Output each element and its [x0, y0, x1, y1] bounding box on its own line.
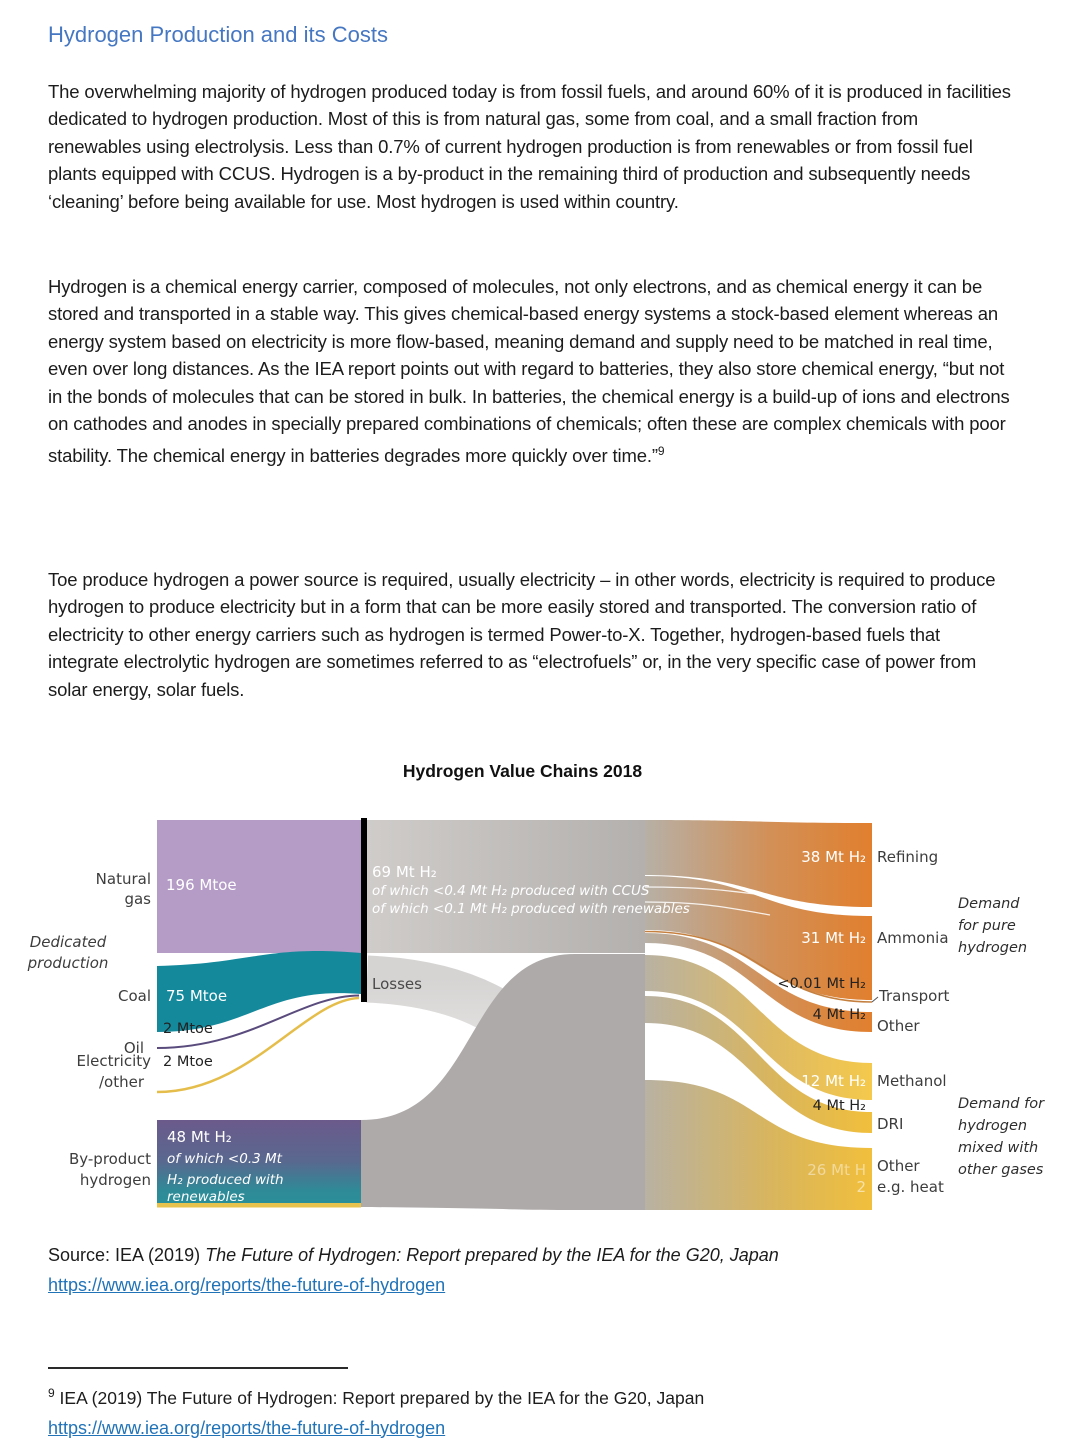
electricity-value: 2 Mtoe [163, 1054, 213, 1070]
other-mixed-label-2: e.g. heat [877, 1178, 944, 1196]
paragraph-3: Toe produce hydrogen a power source is required, usually electricity – in other words, electricity is required to produce hydrogen to produce electricity but in a form that can be more easily stored and transported. The conversion ratio of electricity to other energy carriers such as hydrogen is termed Power-to-X. Together, hydrogen-based fuels that integrate electrolytic hydrogen are sometimes referred to as “electrofuels” or, in the very specific case of power from solar energy, solar fuels. [48, 568, 996, 700]
byproduct-label-1: By-product [68, 1150, 151, 1168]
footnote [48, 1378, 1013, 1443]
oil-label: Oil [123, 1039, 144, 1057]
natural-gas-label-2: gas [124, 890, 151, 908]
refining-value: 38 Mt H₂ [801, 848, 866, 866]
ammonia-value: 31 Mt H₂ [801, 929, 866, 947]
demand-pure-annotation-1: Demand [958, 896, 1020, 912]
methanol-label: Methanol [877, 1072, 947, 1090]
demand-pure-annotation-2: for pure [958, 918, 1016, 934]
transport-value: <0.01 Mt H₂ [777, 976, 866, 992]
chart-title: Hydrogen Value Chains 2018 [402, 761, 643, 781]
refining-label: Refining [877, 848, 939, 866]
other-mixed-value-line1: 26 Mt H [807, 1161, 866, 1179]
oil-value: 2 Mtoe [163, 1021, 213, 1037]
ammonia-label: Ammonia [877, 929, 949, 947]
electricity-label-1: Electricity [76, 1052, 151, 1070]
paragraph-2-text: Hydrogen is a chemical energy carrier, composed of molecules, not only electrons, and as chemical energy it can be stored and transported in a stable way. This gives chemical-based energy systems a stock-based element whereas an energy system based on electricity is more flow-based, meaning demand and supply need to be matched in real time, even over long distances. As the IEA report points out with regard to batteries, they also store chemical energy, “but not in the bonds of molecules that can be stored in bulk. In batteries, the chemical energy is a build-up of ions and electrons on cathodes and anodes in specially prepared combinations of chemicals; often these are complex chemicals with poor stability. The chemical energy in batteries degrades more quickly over time.” [48, 275, 1010, 467]
total-note-ccus: of which <0.4 Mt H₂ produced with CCUS [372, 883, 650, 899]
demand-pure-annotation-3: hydrogen [958, 940, 1028, 956]
losses-label: Losses [372, 975, 422, 993]
dedicated-production-label-1: Dedicated [29, 933, 107, 951]
demand-mixed-annotation-3: mixed with [958, 1140, 1039, 1156]
other-mixed-label-1: Other [877, 1157, 920, 1175]
demand-mixed-annotation-4: other gases [958, 1162, 1044, 1178]
footnote-divider [48, 1367, 348, 1369]
footnote-link[interactable]: https://www.iea.org/reports/the-future-of-hydrogen [48, 1417, 446, 1438]
page-title: Hydrogen Production and its Costs [48, 22, 388, 47]
transport-label: Transport [879, 987, 950, 1005]
paragraph-1: The overwhelming majority of hydrogen produced today is from fossil fuels, and around 60% of it is produced in facilities dedicated to hydrogen production. Most of this is from natural gas, some from coal, and a small fraction from renewables using electrolysis. Less than 0.7% of current hydrogen production is from renewables or from fossil fuel plants equipped with CCUS. Hydrogen is a by-product in the remaining third of production and subsequently needs ‘cleaning’ before being available for use. Most hydrogen is used within country. [48, 80, 1011, 212]
footnote-reference: 9 [657, 444, 665, 459]
demand-mixed-annotation-2: hydrogen [958, 1118, 1028, 1134]
source-title: The Future of Hydrogen: Report prepared by the IEA for the G20, Japan [205, 1245, 779, 1265]
source-prefix: Source: IEA (2019) [48, 1245, 206, 1265]
byproduct-note-2: H₂ produced with [167, 1172, 284, 1188]
coal-value: 75 Mtoe [166, 987, 228, 1005]
dri-value: 4 Mt H₂ [812, 1098, 866, 1114]
other-mixed-value-line2: 2 [856, 1178, 866, 1196]
natural-gas-label-1: Natural [95, 870, 151, 888]
methanol-value: 12 Mt H₂ [801, 1072, 866, 1090]
byproduct-label-2: hydrogen [79, 1171, 151, 1189]
paragraph-2 [48, 273, 1013, 470]
coal-label: Coal [117, 987, 151, 1005]
footnote-marker: 9 [48, 1386, 55, 1400]
other-pure-label: Other [877, 1017, 920, 1035]
total-note-renewables: of which <0.1 Mt H₂ produced with renewables [372, 901, 690, 917]
dedicated-production-label-2: production [27, 954, 109, 972]
transport-tick [872, 997, 878, 1002]
hydrogen-sankey-diagram [0, 790, 1090, 1230]
footnote-text: IEA (2019) The Future of Hydrogen: Report prepared by the IEA for the G20, Japan [54, 1387, 705, 1408]
natural-gas-value: 196 Mtoe [166, 876, 237, 894]
source-line [48, 1240, 1013, 1300]
electricity-label-2: /other [98, 1073, 144, 1091]
conversion-bar [361, 818, 367, 1002]
byproduct-note-3: renewables [167, 1189, 245, 1205]
other-pure-value: 4 Mt H₂ [812, 1007, 866, 1023]
dri-label: DRI [877, 1115, 904, 1133]
byproduct-note-1: of which <0.3 Mt [167, 1151, 282, 1167]
total-hydrogen-value: 69 Mt H₂ [372, 863, 437, 881]
byproduct-value: 48 Mt H₂ [167, 1128, 232, 1146]
source-link[interactable]: https://www.iea.org/reports/the-future-of-hydrogen [48, 1275, 446, 1295]
demand-mixed-annotation-1: Demand for [958, 1096, 1045, 1112]
